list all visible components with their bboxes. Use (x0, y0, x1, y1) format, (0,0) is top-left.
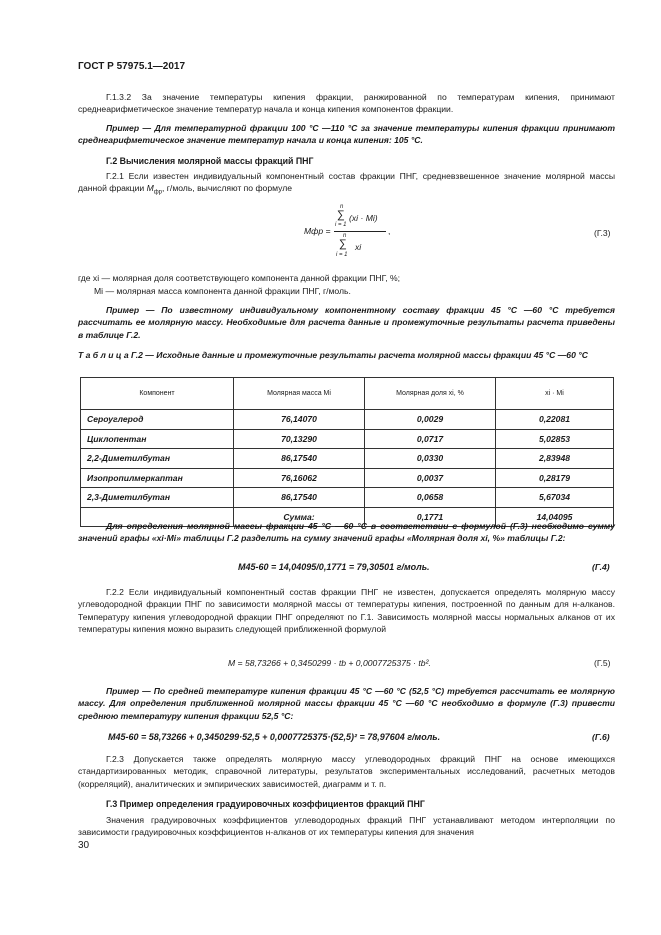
example-average-temperature: Пример — По средней температуре кипения фракции 45 °С —60 °С (52,5 °С) требуется рассчитать ее молярную массу. Для определения приближенной молярной массы фракции 45 °С —60 °С необходимо в формуле (Г.3) привести среднюю температуру кипения фракции 52,5 °С: (78, 686, 615, 721)
cell-molar-mass: 76,16062 (234, 468, 365, 488)
sum-symbol-bottom: ∑ (339, 238, 347, 250)
cell-molar-fraction: 0,0330 (365, 449, 496, 469)
cell-product: 0,28179 (496, 468, 614, 488)
data-table (80, 377, 614, 527)
cell-product: 5,67034 (496, 488, 614, 508)
sum-upper-bottom: n (343, 233, 347, 239)
cell-product: 5,02853 (496, 429, 614, 449)
cell-molar-mass: 86,17540 (234, 449, 365, 469)
cell-molar-fraction: 0,0658 (365, 488, 496, 508)
cell-component: Циклопентан (81, 429, 234, 449)
table-header-row (81, 378, 614, 410)
paragraph-g21-text: Г.2.1 Если известен индивидуальный компонентный состав фракции ПНГ, средневзвешенное значение молярной массы данной фракции (78, 171, 615, 194)
cell-molar-mass: 76,14070 (234, 410, 365, 430)
paragraph-g23: Г.2.3 Допускается также определять молярную массу углеводородных фракций ПНГ на основе имеющихся стандартизированных методик, справочной литературы, результатов экспериментальных исследований, расчетных методов (корреляций), аналитических и эмпирических зависимостей, диаграмм и т. п. (78, 754, 615, 789)
fraction-bar (334, 231, 386, 232)
m-frac-symbol: M (146, 183, 154, 194)
equation-number-g4: (Г.4) (592, 562, 610, 572)
cell-molar-fraction: 0,0037 (365, 468, 496, 488)
example-components: Пример — По известному индивидуальному компонентному составу фракции 45 °С —60 °С требуется рассчитать ее молярную массу. Необходимые для расчета данные и промежуточные результаты расчета приведены в таблице Г.2. (78, 305, 615, 340)
sum-symbol-top: ∑ (337, 209, 345, 221)
equation-number-g5: (Г.5) (594, 658, 611, 668)
cell-component: 2,2-Диметилбутан (81, 449, 234, 469)
formula-g3-denominator: xi (355, 242, 362, 252)
table-row (81, 429, 614, 449)
formula-g3-lhs: Mфр = (304, 226, 331, 236)
m-frac-subscript: фр (153, 190, 163, 197)
equation-number-g6: (Г.6) (592, 732, 610, 742)
table-caption: Т а б л и ц а Г.2 — Исходные данные и промежуточные результаты расчета молярной массы фракции 45 °С —60 °С (78, 350, 588, 360)
paragraph-g22: Г.2.2 Если индивидуальный компонентный состав фракции ПНГ не известен, допускается определять молярную массу углеводородной фракции ПНГ по зависимости молярной массы от температуры кипения, построенной по данным для н-алканов. Температуру кипения углеводородной фракции ПНГ определяют по Г.1. Зависимость молярной массы нормальных алканов от их температуры кипения можно выразить следующей приближенной формулой (78, 587, 615, 635)
where-mi: Mi — молярная масса компонента данной фракции ПНГ, г/моль. (94, 286, 351, 296)
cell-sum-fraction: 0,1771 (365, 507, 496, 527)
formula-g4: M45-60 = 14,04095/0,1771 = 79,30501 г/моль. (238, 562, 430, 572)
cell-molar-mass: 70,13290 (234, 429, 365, 449)
paragraph-g132: Г.1.3.2 За значение температуры кипения фракции, ранжированной по температурам кипения, принимают среднеарифметическое значение температур начала и конца кипения компонентов фракции. (78, 92, 615, 115)
col-header-molar-fraction: Молярная доля xi, % (365, 378, 496, 410)
paragraph-g3: Значения градуировочных коэффициентов углеводородных фракций ПНГ устанавливают методом интерполяции по зависимости градуировочных коэффициентов н-алканов от их температуры кипения для значения (78, 815, 615, 838)
paragraph-g21-tail: , г/моль, вычисляют по формуле (162, 183, 292, 194)
paragraph-g21 (78, 170, 615, 200)
cell-sum-label: Сумма: (234, 507, 365, 527)
paragraph-calc-explanation: Для определения молярной массы фракции 45 °С —60 °С в соответствии с формулой (Г.3) необходимо сумму значений графы «xi·Mi» таблицы Г.2 разделить на сумму значений графы «Молярная доля xi, %» таблицы Г.2: (78, 521, 615, 544)
where-xi: где xi — молярная доля соответствующего компонента данной фракции ПНГ, %; (78, 273, 400, 283)
cell-molar-mass: 86,17540 (234, 488, 365, 508)
cell-component: 2,3-Диметилбутан (81, 488, 234, 508)
formula-g6: M45-60 = 58,73266 + 0,3450299·52,5 + 0,0007725375·(52,5)² = 78,97604 г/моль. (108, 732, 441, 742)
cell-sum-product: 14,04095 (496, 507, 614, 527)
cell-molar-fraction: 0,0029 (365, 410, 496, 430)
equation-number-g3: (Г.3) (594, 228, 611, 238)
col-header-product: xi · Mi (496, 378, 614, 410)
col-header-component: Компонент (81, 378, 234, 410)
formula-g3-numerator: (xi · Mi) (349, 213, 378, 223)
example-temperature: Пример — Для температурной фракции 100 °С —110 °С за значение температуры кипения фракции принимают среднеарифметическое значение температур начала и конца кипения: 105 °С. (78, 123, 615, 146)
table-row (81, 488, 614, 508)
page-number: 30 (78, 840, 90, 851)
cell-product: 0,22081 (496, 410, 614, 430)
cell-product: 2,83948 (496, 449, 614, 469)
sum-lower-bottom: i = 1 (336, 252, 348, 258)
table-row (81, 410, 614, 430)
cell-component: Изопропилмеркаптан (81, 468, 234, 488)
sum-upper-top: n (340, 204, 344, 210)
sum-lower-top: i = 1 (335, 222, 347, 228)
table-row (81, 449, 614, 469)
formula-g3 (300, 202, 500, 264)
formula-g5: M = 58,73266 + 0,3450299 · tb + 0,0007725375 · tb². (228, 658, 431, 668)
heading-g3: Г.3 Пример определения градуировочных коэффициентов фракций ПНГ (106, 799, 425, 809)
formula-g3-comma: , (388, 226, 391, 236)
table-row (81, 468, 614, 488)
col-header-molar-mass: Молярная масса Mi (234, 378, 365, 410)
cell-component: Сероуглерод (81, 410, 234, 430)
page-header: ГОСТ Р 57975.1—2017 (78, 61, 186, 72)
heading-g2: Г.2 Вычисления молярной массы фракций ПНГ (106, 156, 314, 166)
cell-molar-fraction: 0,0717 (365, 429, 496, 449)
